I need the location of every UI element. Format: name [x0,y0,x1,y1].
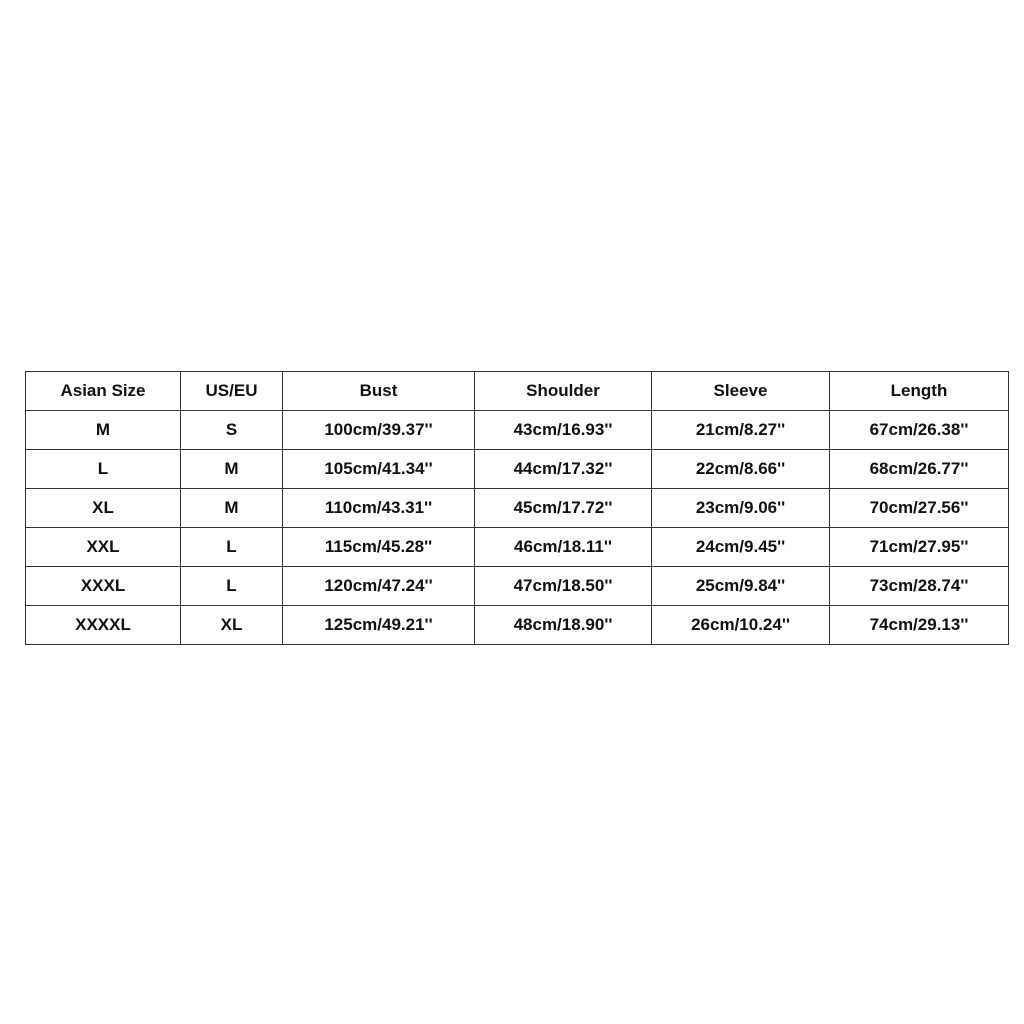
cell-shoulder: 48cm/18.90'' [475,606,652,645]
cell-length: 73cm/28.74'' [830,567,1009,606]
table-row [26,489,1009,528]
header-us-eu: US/EU [181,372,283,411]
cell-bust: 115cm/45.28'' [283,528,475,567]
cell-shoulder: 45cm/17.72'' [475,489,652,528]
table-row [26,411,1009,450]
cell-bust: 125cm/49.21'' [283,606,475,645]
cell-bust: 120cm/47.24'' [283,567,475,606]
cell-us-eu: M [181,489,283,528]
cell-sleeve: 23cm/9.06'' [652,489,830,528]
cell-asian-size: XL [26,489,181,528]
header-length: Length [830,372,1009,411]
cell-bust: 105cm/41.34'' [283,450,475,489]
header-shoulder: Shoulder [475,372,652,411]
cell-asian-size: L [26,450,181,489]
cell-shoulder: 46cm/18.11'' [475,528,652,567]
cell-sleeve: 24cm/9.45'' [652,528,830,567]
header-sleeve: Sleeve [652,372,830,411]
header-bust: Bust [283,372,475,411]
header-asian-size: Asian Size [26,372,181,411]
cell-asian-size: XXXL [26,567,181,606]
cell-us-eu: L [181,567,283,606]
cell-shoulder: 43cm/16.93'' [475,411,652,450]
cell-shoulder: 44cm/17.32'' [475,450,652,489]
cell-length: 68cm/26.77'' [830,450,1009,489]
cell-length: 67cm/26.38'' [830,411,1009,450]
cell-asian-size: XXXXL [26,606,181,645]
cell-us-eu: M [181,450,283,489]
cell-sleeve: 21cm/8.27'' [652,411,830,450]
cell-bust: 100cm/39.37'' [283,411,475,450]
cell-bust: 110cm/43.31'' [283,489,475,528]
table-row [26,528,1009,567]
header-row [26,372,1009,411]
cell-length: 71cm/27.95'' [830,528,1009,567]
cell-length: 74cm/29.13'' [830,606,1009,645]
cell-sleeve: 26cm/10.24'' [652,606,830,645]
table-row [26,450,1009,489]
cell-asian-size: M [26,411,181,450]
cell-us-eu: L [181,528,283,567]
cell-us-eu: S [181,411,283,450]
cell-asian-size: XXL [26,528,181,567]
cell-sleeve: 22cm/8.66'' [652,450,830,489]
size-chart-table [25,371,1009,645]
cell-us-eu: XL [181,606,283,645]
table-row [26,567,1009,606]
table-row [26,606,1009,645]
cell-sleeve: 25cm/9.84'' [652,567,830,606]
cell-length: 70cm/27.56'' [830,489,1009,528]
cell-shoulder: 47cm/18.50'' [475,567,652,606]
